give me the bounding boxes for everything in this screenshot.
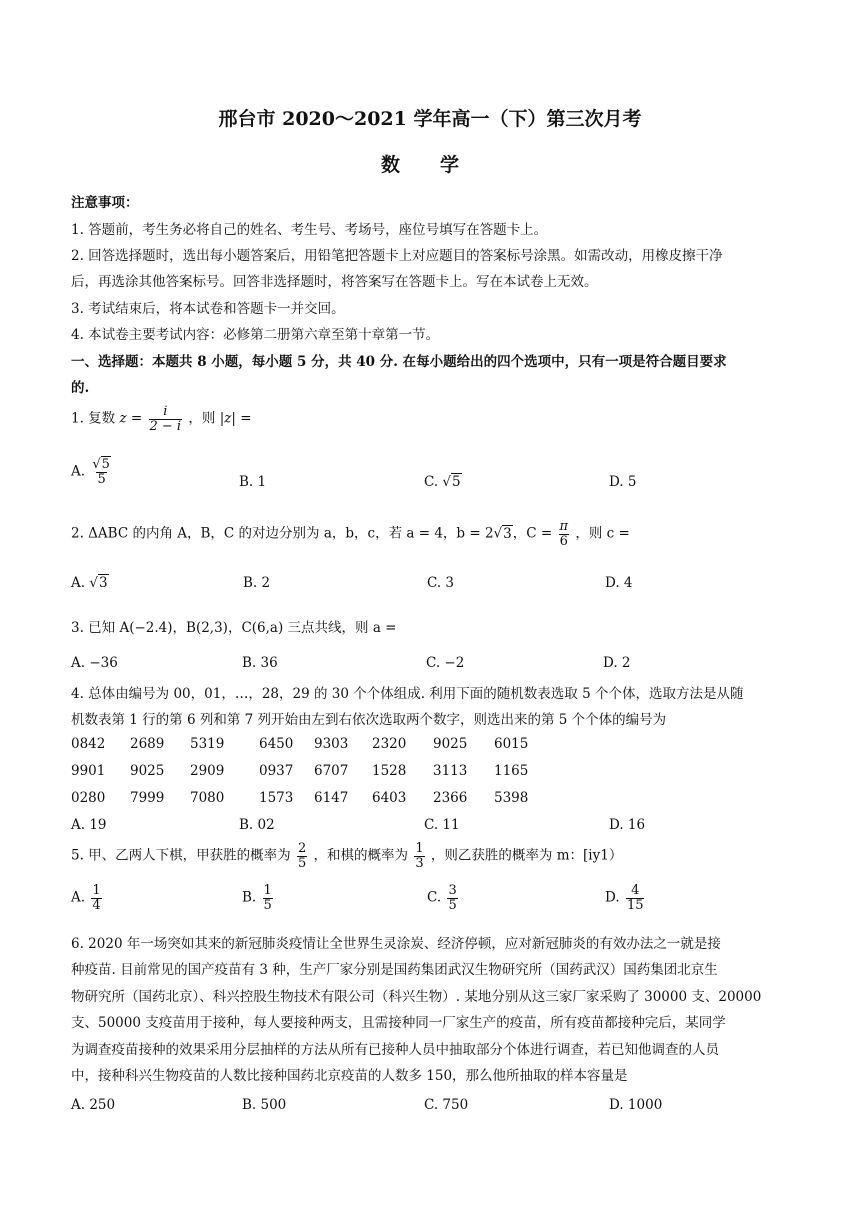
question-6-line3: 物研究所（国药北京）、科兴控股生物技术有限公司（科兴生物）. 某地分别从这三家厂家采购了 30000 支、20000 [71,989,762,1005]
q2-text-c: ，则 c = [575,525,630,542]
question-6-line4: 支、50000 支疫苗用于接种，每人要接种两支，且需接种同一厂家生产的疫苗，所有疫苗都接种完后，某同学 [71,1015,726,1031]
question-6-line5: 为调查疫苗接种的效果采用分层抽样的方法从所有已接种人员中抽取部分个体进行调查，若已知他调查的人员 [71,1042,719,1058]
q5-option-d-num: 4 [631,883,640,898]
table-cell: 1528 [372,763,407,779]
q3-option-a: A. −36 [71,655,118,671]
q5-frac-1 [297,842,307,870]
question-6-line2: 种疫苗. 目前常见的国产疫苗有 3 种，生产厂家分别是国药集团武汉生物研究所（国药武汉）国药集团北京生 [71,962,718,978]
q2-option-d: D. 4 [605,575,633,591]
q5-text-a: 5. 甲、乙两人下棋，甲获胜的概率为 [71,847,291,864]
q1-option-d: D. 5 [609,474,637,490]
notice-heading: 注意事项： [71,195,139,211]
q1-option-c-label: C. [424,474,439,490]
table-cell: 7080 [190,790,225,806]
q2-option-a-rad: 3 [98,575,108,591]
q6-option-c: C. 750 [424,1097,469,1113]
q1-var: z [119,410,127,427]
q2-frac-den: 6 [559,533,568,549]
notice-item-1: 1. 答题前，考生务必将自己的姓名、考生号、考场号，座位号填写在答题卡上。 [71,222,548,238]
q5-frac-1-num: 2 [297,841,307,856]
q5-frac-2-num: 1 [415,841,424,856]
q4-option-d: D. 16 [609,817,646,833]
q5-text-c: ，则乙获胜的概率为 m：[iy1） [430,847,623,864]
q4-option-a: A. 19 [71,817,107,833]
table-cell: 9025 [130,763,165,779]
q5-option-a-den: 4 [92,897,101,913]
table-cell: 2909 [190,763,225,779]
q5-frac-1-den: 5 [297,855,307,871]
table-cell: 2320 [372,736,407,752]
q1-suffix: = [240,410,252,427]
q2-option-c: C. 3 [427,575,455,591]
table-cell: 1165 [494,763,529,779]
q1-option-c-rad: 5 [452,474,461,490]
q6-option-b: B. 500 [242,1097,287,1113]
table-cell: 5319 [190,736,225,752]
q1-prefix: 1. 复数 [71,410,116,427]
table-cell: 6450 [259,736,294,752]
q1-option-c: C. √5 [424,474,461,490]
question-6-line6: 中，接种科兴生物疫苗的人数比接种国药北京疫苗的人数多 150，那么他所抽取的样本容量是 [71,1068,628,1084]
q1-option-a-num: √5 [92,457,110,472]
q5-option-d-frac [626,884,645,912]
q5-option-b-num: 1 [263,883,272,898]
q6-option-a: A. 250 [71,1097,116,1113]
q5-option-d [605,884,646,912]
q5-option-b-den: 5 [263,897,272,913]
section-heading-line1: 一、选择题：本题共 8 小题，每小题 5 分，共 40 分. 在每小题给出的四个选项中，只有一项是符合题目要求 [71,354,727,370]
q5-option-c-den: 5 [448,897,457,913]
q1-option-a-label: A. [71,463,86,480]
q1-fraction [149,405,183,433]
q5-option-a-num: 1 [92,883,101,898]
question-3: 3. 已知 A(−2.4)，B(2,3)，C(6,a) 三点共线，则 a = [71,620,397,636]
table-cell: 9025 [433,736,468,752]
table-cell: 0937 [259,763,294,779]
table-cell: 0280 [71,790,106,806]
q3-option-b: B. 36 [242,655,278,671]
q4-option-b: B. 02 [239,817,275,833]
table-cell: 9901 [71,763,106,779]
notice-item-4: 4. 本试卷主要考试内容：必修第二册第六章至第十章第一节。 [71,327,440,343]
q1-option-a-den: 5 [97,471,106,487]
q1-option-b: B. 1 [239,474,267,490]
q5-option-b-label: B. [242,889,257,906]
table-cell: 1573 [259,790,294,806]
notice-item-2-cont: 后，再选涂其他答案标号。回答非选择题时，将答案写在答题卡上。写在本试卷上无效。 [71,274,598,290]
q2-rad: 3 [503,525,512,542]
q5-option-a-frac [91,884,101,912]
q2-option-a: A. √3 [71,575,108,591]
table-cell: 6707 [314,763,349,779]
q2-frac-num: π [559,519,569,534]
q5-option-d-label: D. [605,889,620,906]
table-cell: 2366 [433,790,468,806]
question-2: 2. ΔABC 的内角 A，B，C 的对边分别为 a，b，c，若 a = 4，b = 2√3，C = $\frac{\pi}{6}$ ，则 c = [71,519,630,549]
q5-text-b: ，和棋的概率为 [313,847,409,864]
question-4-line2: 机数表第 1 行的第 6 列和第 7 列开始由左到右依次选取两个数字，则选出来的第 5 个个体的编号为 [71,712,667,728]
q5-option-b-frac [263,884,273,912]
exam-title: 邢台市 2020～2021 学年高一（下）第三次月考 [218,108,642,130]
q2-fraction [558,520,569,548]
q2-option-a-label: A. [71,575,86,591]
q1-eq: = [130,410,143,427]
q5-option-c [427,884,460,912]
q1-abs: |z| [219,410,236,427]
q1-option-a-frac [91,458,112,486]
q1-option-a [71,458,114,486]
question-4-line1: 4. 总体由编号为 00，01，…，28，29 的 30 个个体组成. 利用下面的随机数表选取 5 个个体，选取方法是从随 [71,686,744,702]
table-cell: 7999 [130,790,165,806]
q5-frac-2-den: 3 [415,855,424,871]
q5-option-c-frac [447,884,457,912]
q3-option-c: C. −2 [426,655,465,671]
table-cell: 6403 [372,790,407,806]
table-cell: 6147 [314,790,349,806]
q6-option-d: D. 1000 [609,1097,663,1113]
q5-option-c-num: 3 [448,883,457,898]
q4-option-c: C. 11 [424,817,460,833]
exam-subject: 数学 [380,154,499,176]
table-cell: 2689 [130,736,165,752]
q2-option-b: B. 2 [243,575,271,591]
q1-option-a-rad: 5 [101,457,110,472]
table-cell: 9303 [314,736,349,752]
section-heading-line2: 的. [71,380,90,396]
q2-text-a: 2. ΔABC 的内角 A，B，C 的对边分别为 a，b，c，若 a = 4，b = 2 [71,525,494,542]
q1-frac-den: 2 − i [149,418,182,434]
q1-frac-num: i [163,404,168,419]
q2-text-b: ，C = [512,525,553,542]
table-cell: 3113 [433,763,468,779]
table-cell: 0842 [71,736,106,752]
q5-option-a-label: A. [71,889,86,906]
q5-frac-2 [414,842,424,870]
question-6-line1: 6. 2020 年一场突如其来的新冠肺炎疫情让全世界生灵涂炭、经济停顿，应对新冠肺炎的有效办法之一就是接 [71,936,721,952]
notice-item-3: 3. 考试结束后，将本试卷和答题卡一并交回。 [71,301,345,317]
question-1 [71,405,252,433]
question-5 [71,842,622,870]
q5-option-c-label: C. [427,889,442,906]
table-cell: 6015 [494,736,529,752]
q5-option-b [242,884,275,912]
table-cell: 5398 [494,790,529,806]
q5-option-a [71,884,104,912]
notice-item-2: 2. 回答选择题时，选出每小题答案后，用铅笔把答题卡上对应题目的答案标号涂黑。如需改动，用橡皮擦干净 [71,248,723,264]
q5-option-d-den: 15 [626,897,644,913]
q3-option-d: D. 2 [603,655,631,671]
random-number-table [71,736,591,816]
q1-mid: ，则 [188,410,216,427]
